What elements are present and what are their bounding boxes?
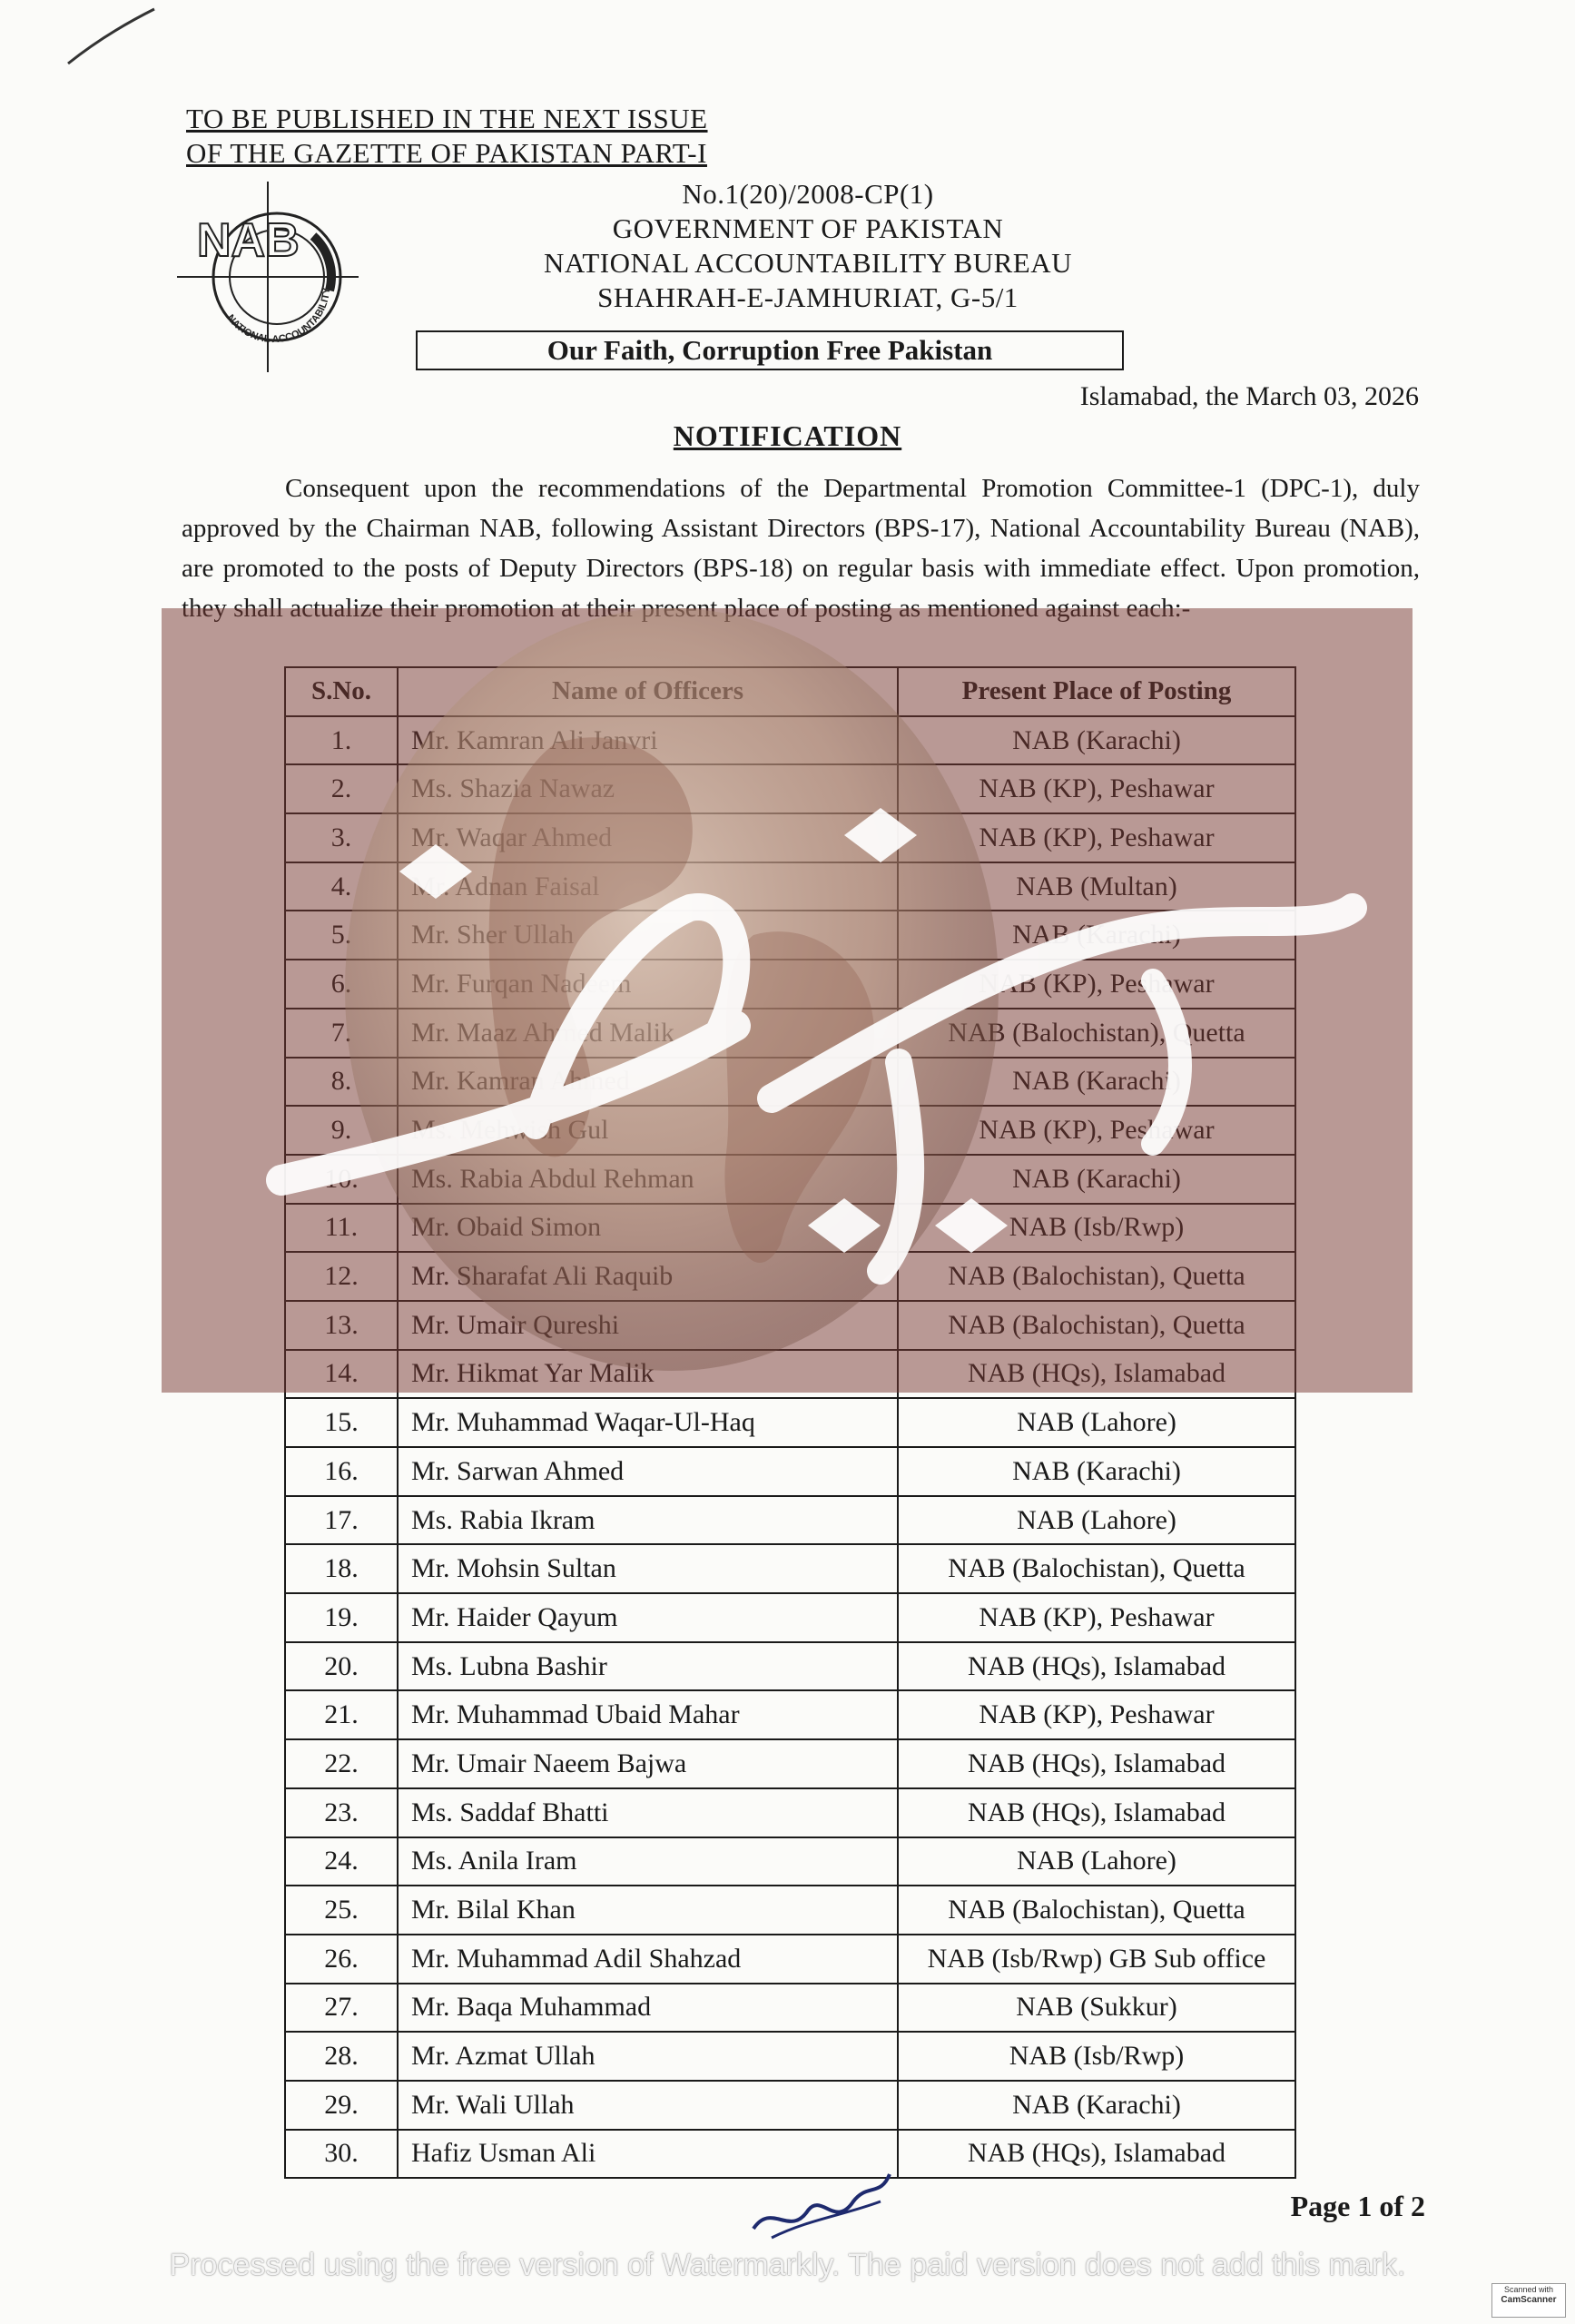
row-sno: 26. xyxy=(285,1935,398,1984)
date-line: Islamabad, the March 03, 2026 xyxy=(1079,381,1419,411)
table-row xyxy=(285,1886,1295,1935)
row-posting: NAB (HQs), Islamabad xyxy=(898,2130,1295,2179)
row-officer-name: Mr. Bilal Khan xyxy=(398,1886,898,1935)
row-posting: NAB (HQs), Islamabad xyxy=(898,1788,1295,1837)
nab-logo xyxy=(177,182,359,372)
row-officer-name: Mr. Baqa Muhammad xyxy=(398,1984,898,2033)
notification-title: NOTIFICATION xyxy=(673,419,902,452)
row-officer-name: Ms. Lubna Bashir xyxy=(398,1642,898,1691)
row-posting: NAB (Isb/Rwp) GB Sub office xyxy=(898,1935,1295,1984)
table-row xyxy=(285,1788,1295,1837)
row-posting: NAB (HQs), Islamabad xyxy=(898,1739,1295,1788)
row-officer-name: Mr. Muhammad Ubaid Mahar xyxy=(398,1690,898,1739)
page-number: Page 1 of 2 xyxy=(1290,2190,1425,2222)
row-sno: 25. xyxy=(285,1886,398,1935)
table-row xyxy=(285,1690,1295,1739)
row-sno: 22. xyxy=(285,1739,398,1788)
row-sno: 23. xyxy=(285,1788,398,1837)
table-row xyxy=(285,1544,1295,1593)
row-posting: NAB (Karachi) xyxy=(898,1447,1295,1496)
row-posting: NAB (KP), Peshawar xyxy=(898,1690,1295,1739)
row-posting: NAB (HQs), Islamabad xyxy=(898,1642,1295,1691)
table-row xyxy=(285,1984,1295,2033)
urdu-calligraphy-watermark xyxy=(263,799,1389,1307)
row-officer-name: Mr. Umair Naeem Bajwa xyxy=(398,1739,898,1788)
table-row xyxy=(285,1935,1295,1984)
table-row xyxy=(285,1496,1295,1545)
row-sno: 19. xyxy=(285,1593,398,1642)
camscanner-line-2: CamScanner xyxy=(1501,2295,1557,2305)
row-sno: 17. xyxy=(285,1496,398,1545)
row-officer-name: Mr. Wali Ullah xyxy=(398,2081,898,2130)
government-name: GOVERNMENT OF PAKISTAN xyxy=(612,212,1004,244)
publish-line-2: OF THE GAZETTE OF PAKISTAN PART-I xyxy=(186,137,707,169)
row-officer-name: Mr. Sarwan Ahmed xyxy=(398,1447,898,1496)
row-sno: 21. xyxy=(285,1690,398,1739)
table-row xyxy=(285,2081,1295,2130)
table-row xyxy=(285,1593,1295,1642)
row-posting: NAB (Lahore) xyxy=(898,1496,1295,1545)
row-posting: NAB (Sukkur) xyxy=(898,1984,1295,2033)
pen-stroke-mark xyxy=(64,5,163,68)
row-officer-name: Mr. Muhammad Waqar-Ul-Haq xyxy=(398,1398,898,1447)
table-row xyxy=(285,1642,1295,1691)
gazette-publish-note xyxy=(186,102,708,171)
table-row xyxy=(285,2032,1295,2081)
row-sno: 24. xyxy=(285,1837,398,1886)
row-sno: 20. xyxy=(285,1642,398,1691)
table-row xyxy=(285,1739,1295,1788)
row-posting: NAB (Balochistan), Quetta xyxy=(898,1886,1295,1935)
row-posting: NAB (Karachi) xyxy=(898,2081,1295,2130)
row-sno: 29. xyxy=(285,2081,398,2130)
row-officer-name: Ms. Rabia Ikram xyxy=(398,1496,898,1545)
letterhead xyxy=(508,177,1107,315)
row-posting: NAB (Isb/Rwp) xyxy=(898,2032,1295,2081)
row-sno: 15. xyxy=(285,1398,398,1447)
row-posting: NAB (KP), Peshawar xyxy=(898,1593,1295,1642)
notification-body: Consequent upon the recommendations of the Departmental Promotion Committee-1 (DPC-1), duly approved by the Chairman NAB, following Assistant Directors (BPS-17), National Accountability Bureau (NAB), are promoted to the posts of Deputy Directors (BPS-18) on regular basis with immediate effect. Upon promotion, xyxy=(182,474,1420,583)
row-officer-name: Mr. Muhammad Adil Shahzad xyxy=(398,1935,898,1984)
table-row xyxy=(285,1837,1295,1886)
row-posting: NAB (Lahore) xyxy=(898,1837,1295,1886)
camscanner-line-1: Scanned with xyxy=(1503,2285,1554,2294)
row-sno: 30. xyxy=(285,2130,398,2179)
logo-ring-text: NATIONAL ACCOUNTABILITY xyxy=(224,287,333,346)
reference-number: No.1(20)/2008-CP(1) xyxy=(682,178,934,210)
svg-text:NATIONAL ACCOUNTABILITY xyxy=(225,286,333,345)
row-posting: NAB (Balochistan), Quetta xyxy=(898,1544,1295,1593)
signature xyxy=(744,2165,899,2247)
row-officer-name: Ms. Anila Iram xyxy=(398,1837,898,1886)
publish-line-1: TO BE PUBLISHED IN THE NEXT ISSUE xyxy=(186,103,708,134)
row-officer-name: Mr. Azmat Ullah xyxy=(398,2032,898,2081)
row-sno: 18. xyxy=(285,1544,398,1593)
row-posting: NAB (Lahore) xyxy=(898,1398,1295,1447)
bureau-address: SHAHRAH-E-JAMHURIAT, G-5/1 xyxy=(597,281,1019,313)
table-row xyxy=(285,1398,1295,1447)
row-sno: 27. xyxy=(285,1984,398,2033)
camscanner-badge xyxy=(1491,2283,1566,2318)
logo-letters: NAB xyxy=(197,214,300,267)
row-officer-name: Hafiz Usman Ali xyxy=(398,2130,898,2179)
bureau-name: NATIONAL ACCOUNTABILITY BUREAU xyxy=(544,247,1072,279)
row-officer-name: Ms. Saddaf Bhatti xyxy=(398,1788,898,1837)
table-row xyxy=(285,1447,1295,1496)
row-sno: 28. xyxy=(285,2032,398,2081)
motto-box: Our Faith, Corruption Free Pakistan xyxy=(416,330,1124,370)
watermarkly-notice: Processed using the free version of Watermarkly. The paid version does not add this mark. xyxy=(169,2248,1406,2282)
row-officer-name: Mr. Mohsin Sultan xyxy=(398,1544,898,1593)
row-officer-name: Mr. Haider Qayum xyxy=(398,1593,898,1642)
row-sno: 16. xyxy=(285,1447,398,1496)
